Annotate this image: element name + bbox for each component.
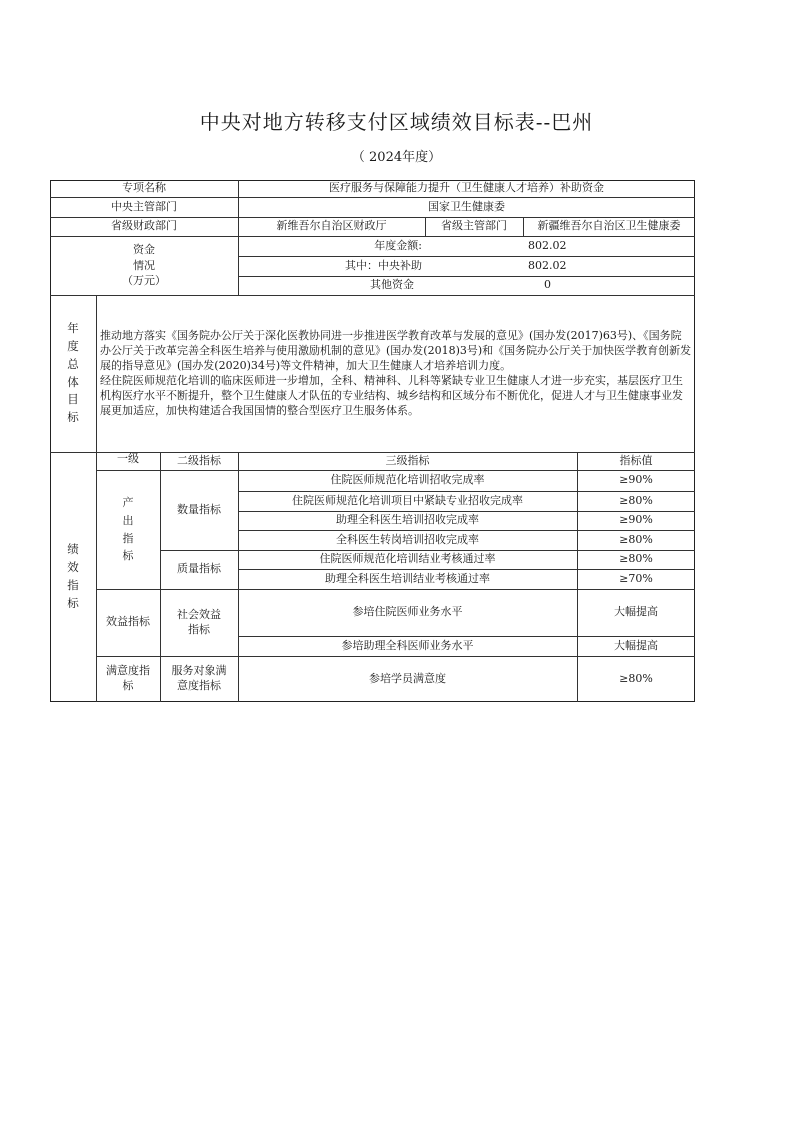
- indicator-name: 全科医生转岗培训招收完成率: [336, 532, 479, 546]
- funds-label: [50, 236, 238, 295]
- performance-target-table: [50, 180, 695, 702]
- annual-goal-text: [100, 328, 692, 418]
- page-title: 中央对地方转移支付区域绩效目标表--巴州: [199, 110, 594, 134]
- indicator-value: 大幅提高: [614, 638, 658, 652]
- header-level2: 二级指标: [177, 453, 221, 467]
- header-level1: 一级: [117, 452, 139, 465]
- project-name: 医疗服务与保障能力提升（卫生健康人才培养）补助资金: [329, 181, 604, 195]
- goal-paragraph: 经住院医师规范化培训的临床医师进一步增加，全科、精神科、儿科等紧缺专业卫生健康人才进一步充实，基层医疗卫生机构医疗水平不断提升，整个卫生健康人才队伍的专业结构、城乡结构和区域分布不断优化，促进人才与卫生健康事业发展更加适应，加快构建适合我国国情的整合型医疗卫生服务体系。: [100, 374, 683, 417]
- indicator-name: 参培助理全科医师业务水平: [341, 638, 474, 652]
- goal-label-char: 总: [67, 356, 79, 371]
- prov-dept: 新疆维吾尔自治区卫生健康委: [537, 219, 681, 233]
- year-subtitle: （ 2024年度）: [351, 150, 442, 165]
- central-dept: 国家卫生健康委: [428, 199, 505, 213]
- indicator-name: 住院医师规范化培训结业考核通过率: [319, 552, 496, 566]
- goal-label-char: 度: [67, 338, 79, 353]
- indicator-name: 住院医师规范化培训项目中紧缺专业招收完成率: [292, 493, 523, 507]
- indicator-value: ≥70%: [619, 571, 653, 585]
- central-dept-label: 中央主管部门: [111, 199, 177, 213]
- indicators-label-char: 标: [67, 595, 79, 610]
- output-label-char: 出: [122, 513, 134, 527]
- funds-label-unit: （万元）: [122, 274, 166, 288]
- social-benefit-label: 社会效益指标: [177, 607, 221, 636]
- header-level3: 三级指标: [385, 453, 430, 467]
- indicator-value: ≥80%: [619, 493, 653, 507]
- indicators-label-char: 指: [67, 578, 79, 592]
- goal-label-char: 年: [67, 321, 79, 336]
- service-satisfaction-label: 服务对象满意度指标: [171, 664, 227, 692]
- central-subsidy-label: 其中：中央补助: [345, 258, 422, 272]
- indicator-value: ≥80%: [619, 671, 653, 685]
- indicators-label-char: 效: [67, 560, 79, 575]
- indicators-label-char: 绩: [67, 542, 79, 557]
- project-name-label: 专项名称: [122, 181, 166, 195]
- goal-label-char: 目: [67, 392, 79, 407]
- indicator-value: ≥90%: [619, 473, 653, 487]
- annual-amount-label: 年度金额:: [374, 238, 422, 252]
- performance-indicators-label: [50, 452, 96, 702]
- prov-finance-label: 省级财政部门: [111, 219, 177, 233]
- annual-goal-label: [50, 295, 96, 452]
- goal-paragraph: 推动地方落实《国务院办公厅关于深化医教协同进一步推进医学教育改革与发展的意见》(国办发(2017)63号)、《国务院办公厅关于改革完善全科医生培养与使用激励机制的意见》(国办发(2018)3号)和《国务院办公厅关于加快医学教育创新发展的指导意见》(国办发(2020)34号)等文件精神，加大卫生健康人才培养培训力度。: [100, 329, 692, 372]
- indicator-value: ≥90%: [619, 513, 653, 527]
- indicator-name: 参培学员满意度: [369, 671, 446, 685]
- indicator-name: 助理全科医生培训结业考核通过率: [325, 571, 490, 585]
- indicator-value: 大幅提高: [614, 605, 658, 619]
- satisfaction-indicators-label: 满意度指标: [106, 664, 150, 692]
- indicator-name: 助理全科医生培训招收完成率: [336, 513, 479, 527]
- indicator-value: ≥80%: [619, 532, 653, 546]
- quantity-indicators-label: 数量指标: [177, 502, 221, 516]
- goal-label-char: 体: [67, 374, 79, 389]
- funds-label-line: 情况: [133, 258, 155, 272]
- prov-finance: 新维吾尔自治区财政厅: [276, 219, 387, 233]
- output-indicators-label: [96, 470, 160, 589]
- funds-label-line: 资金: [133, 243, 155, 257]
- indicator-name: 住院医师规范化培训招收完成率: [330, 473, 485, 487]
- header-value: 指标值: [619, 453, 653, 467]
- other-funds-label: 其他资金: [370, 278, 414, 292]
- indicator-value: ≥80%: [619, 552, 653, 566]
- goal-label-char: 标: [67, 410, 79, 425]
- output-label-char: 产: [122, 496, 134, 510]
- output-label-char: 指: [122, 531, 134, 545]
- indicator-name: 参培住院医师业务水平: [352, 605, 463, 619]
- quality-indicators-label: 质量指标: [177, 562, 221, 576]
- benefit-indicators-label: 效益指标: [106, 615, 150, 629]
- annual-amount-value: 802.02: [528, 238, 567, 252]
- prov-dept-label: 省级主管部门: [441, 219, 507, 233]
- output-label-char: 标: [122, 549, 134, 563]
- other-funds-value: 0: [544, 278, 551, 292]
- central-subsidy-value: 802.02: [528, 258, 567, 272]
